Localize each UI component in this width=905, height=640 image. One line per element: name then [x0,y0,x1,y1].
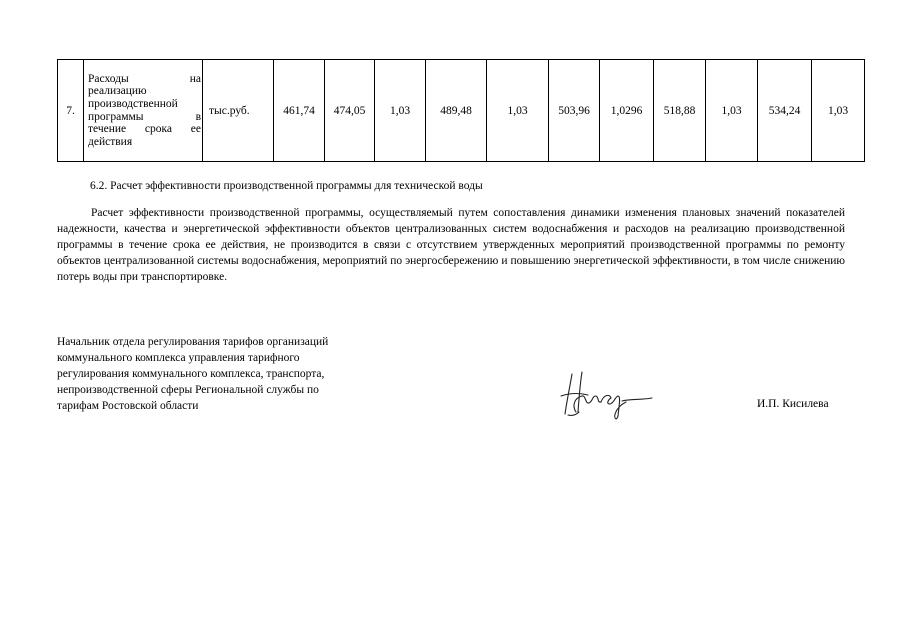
data-table [57,59,865,162]
table-cell: 503,96 [549,60,600,162]
table-row [58,60,865,162]
section-heading: 6.2. Расчет эффективности производственной программы для технической воды [90,180,483,192]
position-line: коммунального комплекса управления тарифного [57,352,300,364]
table-cell: 461,74 [274,60,325,162]
table-cell: 1,03 [487,60,549,162]
section-paragraph: Расчет эффективности производственной программы, осуществляемый путем сопоставления динамики изменения плановых значений показателей надежности, качества и энергетической эффективности объектов централизованных систем водоснабжения и расходов на реализацию производственной программы в течение срока ее действия, не производится в связи с отсутствием утвержденных мероприятий производственной программы по ремонту объектов централизованной системы водоснабжения, мероприятий по энергосбережению и повышению энергетической эффективности, в том числе снижению потерь воды при транспортировке. [57,207,845,283]
table-cell: 518,88 [654,60,706,162]
desc-line: производственной [88,97,178,110]
table-cell: 474,05 [325,60,375,162]
table-cell: 1,0296 [600,60,654,162]
row-number: 7. [58,60,84,162]
handwritten-signature [558,366,658,422]
desc-line: программы в [88,110,201,123]
table-cell: 1,03 [812,60,865,162]
position-line: непроизводственной сферы Региональной службы по [57,384,319,396]
desc-line: действия [88,135,133,148]
desc-line: течение срока ее [88,123,201,136]
row-description [84,60,203,162]
signatory-name: И.П. Кисилева [757,398,829,410]
desc-line: реализацию [88,85,147,98]
desc-line: Расходы на [88,72,201,85]
position-line: тарифам Ростовской области [57,400,199,412]
signatory-position [57,334,367,414]
table-cell: 1,03 [706,60,758,162]
table-cell: 534,24 [758,60,812,162]
row-unit: тыс.руб. [203,60,274,162]
table-cell: 489,48 [426,60,487,162]
position-line: Начальник отдела регулирования тарифов организаций [57,336,329,348]
position-line: регулирования коммунального комплекса, транспорта, [57,368,325,380]
table-cell: 1,03 [375,60,426,162]
